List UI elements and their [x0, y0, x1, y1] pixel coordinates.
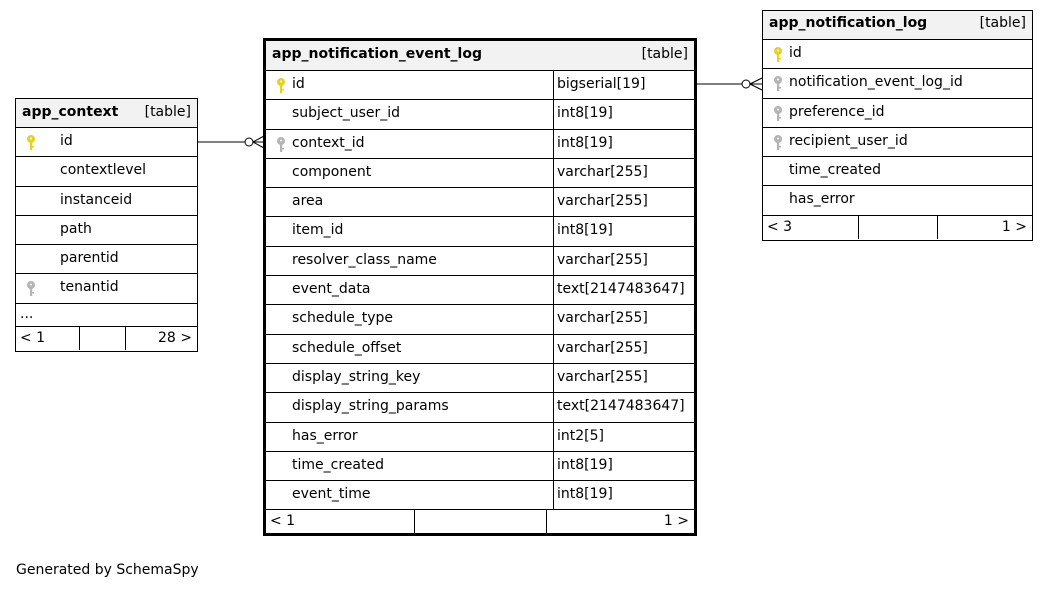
column-name: display_string_params	[292, 398, 449, 415]
foreign-key-icon	[26, 281, 36, 297]
column-name: instanceid	[60, 191, 133, 208]
column-type: varchar[255]	[553, 364, 694, 392]
generated-by-label: Generated by SchemaSpy	[16, 562, 199, 578]
column-name: parentid	[60, 250, 119, 267]
column-row-schedule-type[interactable]	[266, 305, 694, 334]
column-name: recipient_user_id	[789, 132, 908, 149]
column-row-item-id[interactable]	[266, 217, 694, 246]
primary-key-icon	[26, 135, 36, 151]
column-row-notification-event-log-id[interactable]	[763, 69, 1032, 98]
column-row-preference-id[interactable]	[763, 99, 1032, 128]
column-row-event-time[interactable]	[266, 481, 694, 510]
column-row-subject-user-id[interactable]	[266, 100, 694, 129]
column-row-area[interactable]	[266, 188, 694, 217]
relationship-context	[198, 136, 264, 148]
table-kind: [table]	[979, 15, 1026, 31]
more-columns-row	[16, 304, 197, 327]
column-type: bigserial[19]	[553, 71, 694, 99]
column-name: subject_user_id	[292, 105, 401, 122]
column-type: varchar[255]	[553, 247, 694, 275]
column-type: text[2147483647]	[553, 276, 694, 304]
foreign-key-icon	[773, 76, 783, 92]
column-name: area	[292, 193, 324, 210]
column-type: int2[5]	[553, 423, 694, 451]
footer-children-count: 1 >	[663, 513, 689, 530]
column-row-resolver-class-name[interactable]	[266, 247, 694, 276]
table-name: app_notification_log	[769, 15, 928, 31]
column-name: time_created	[292, 456, 384, 473]
column-row-id[interactable]	[763, 40, 1032, 69]
column-name: item_id	[292, 222, 344, 239]
table-app-notification-log[interactable]	[762, 10, 1033, 241]
foreign-key-icon	[773, 106, 783, 122]
column-name: schedule_offset	[292, 339, 402, 356]
column-row-instanceid[interactable]	[16, 187, 197, 216]
column-name: component	[292, 163, 372, 180]
column-row-component[interactable]	[266, 159, 694, 188]
column-name: notification_event_log_id	[789, 74, 963, 91]
table-kind: [table]	[641, 46, 688, 62]
table-app-notification-event-log[interactable]	[263, 38, 697, 536]
column-type: int8[19]	[553, 452, 694, 480]
relationship-event-log	[696, 78, 762, 90]
column-name: id	[60, 133, 73, 149]
footer-children-count: 1 >	[1001, 218, 1027, 235]
column-row-context-id[interactable]	[266, 130, 694, 159]
column-row-contextlevel[interactable]	[16, 157, 197, 186]
column-name: resolver_class_name	[292, 251, 437, 268]
column-row-tenantid[interactable]	[16, 274, 197, 303]
column-row-schedule-offset[interactable]	[266, 335, 694, 364]
table-name: app_context	[22, 104, 119, 120]
column-type: int8[19]	[553, 217, 694, 245]
foreign-key-icon	[276, 137, 286, 153]
table-footer	[763, 216, 1032, 239]
table-app-context[interactable]	[15, 98, 198, 352]
column-row-display-string-params[interactable]	[266, 393, 694, 422]
column-name: event_data	[292, 281, 371, 298]
column-name: schedule_type	[292, 310, 394, 327]
column-name: contextlevel	[60, 162, 147, 179]
column-name: display_string_key	[292, 368, 421, 385]
table-header	[16, 99, 197, 128]
table-header	[763, 11, 1032, 40]
primary-key-icon	[276, 78, 286, 94]
column-row-event-data[interactable]	[266, 276, 694, 305]
column-type: varchar[255]	[553, 188, 694, 216]
column-row-time-created[interactable]	[266, 452, 694, 481]
column-row-path[interactable]	[16, 216, 197, 245]
column-name: tenantid	[60, 279, 119, 296]
footer-parents-count: < 1	[270, 513, 296, 530]
footer-parents-count: < 1	[20, 329, 46, 346]
table-footer	[16, 327, 197, 350]
column-name: event_time	[292, 486, 371, 503]
column-name: has_error	[789, 191, 855, 208]
column-type: int8[19]	[553, 130, 694, 158]
table-kind: [table]	[144, 104, 191, 120]
column-row-parentid[interactable]	[16, 245, 197, 274]
column-type: int8[19]	[553, 100, 694, 128]
column-row-id[interactable]	[16, 128, 197, 157]
column-name: path	[60, 220, 92, 237]
column-type: varchar[255]	[553, 305, 694, 333]
column-name: context_id	[292, 134, 365, 151]
more-columns-indicator: ...	[20, 305, 34, 322]
column-name: preference_id	[789, 103, 885, 120]
column-row-time-created[interactable]	[763, 157, 1032, 186]
table-header	[266, 41, 694, 71]
column-type: int8[19]	[553, 481, 694, 509]
column-type: varchar[255]	[553, 335, 694, 363]
table-footer	[266, 510, 694, 536]
column-row-recipient-user-id[interactable]	[763, 128, 1032, 157]
column-row-has-error[interactable]	[266, 423, 694, 452]
table-name: app_notification_event_log	[272, 46, 482, 62]
column-name: id	[789, 45, 802, 61]
column-row-has-error[interactable]	[763, 186, 1032, 215]
footer-parents-count: < 3	[767, 218, 793, 235]
column-name: time_created	[789, 162, 881, 179]
column-name: has_error	[292, 427, 358, 444]
column-type: text[2147483647]	[553, 393, 694, 421]
column-name: id	[292, 76, 305, 92]
column-type: varchar[255]	[553, 159, 694, 187]
footer-children-count: 28 >	[158, 329, 192, 346]
column-row-display-string-key[interactable]	[266, 364, 694, 393]
foreign-key-icon	[773, 135, 783, 151]
primary-key-icon	[773, 47, 783, 63]
column-row-id[interactable]	[266, 71, 694, 100]
